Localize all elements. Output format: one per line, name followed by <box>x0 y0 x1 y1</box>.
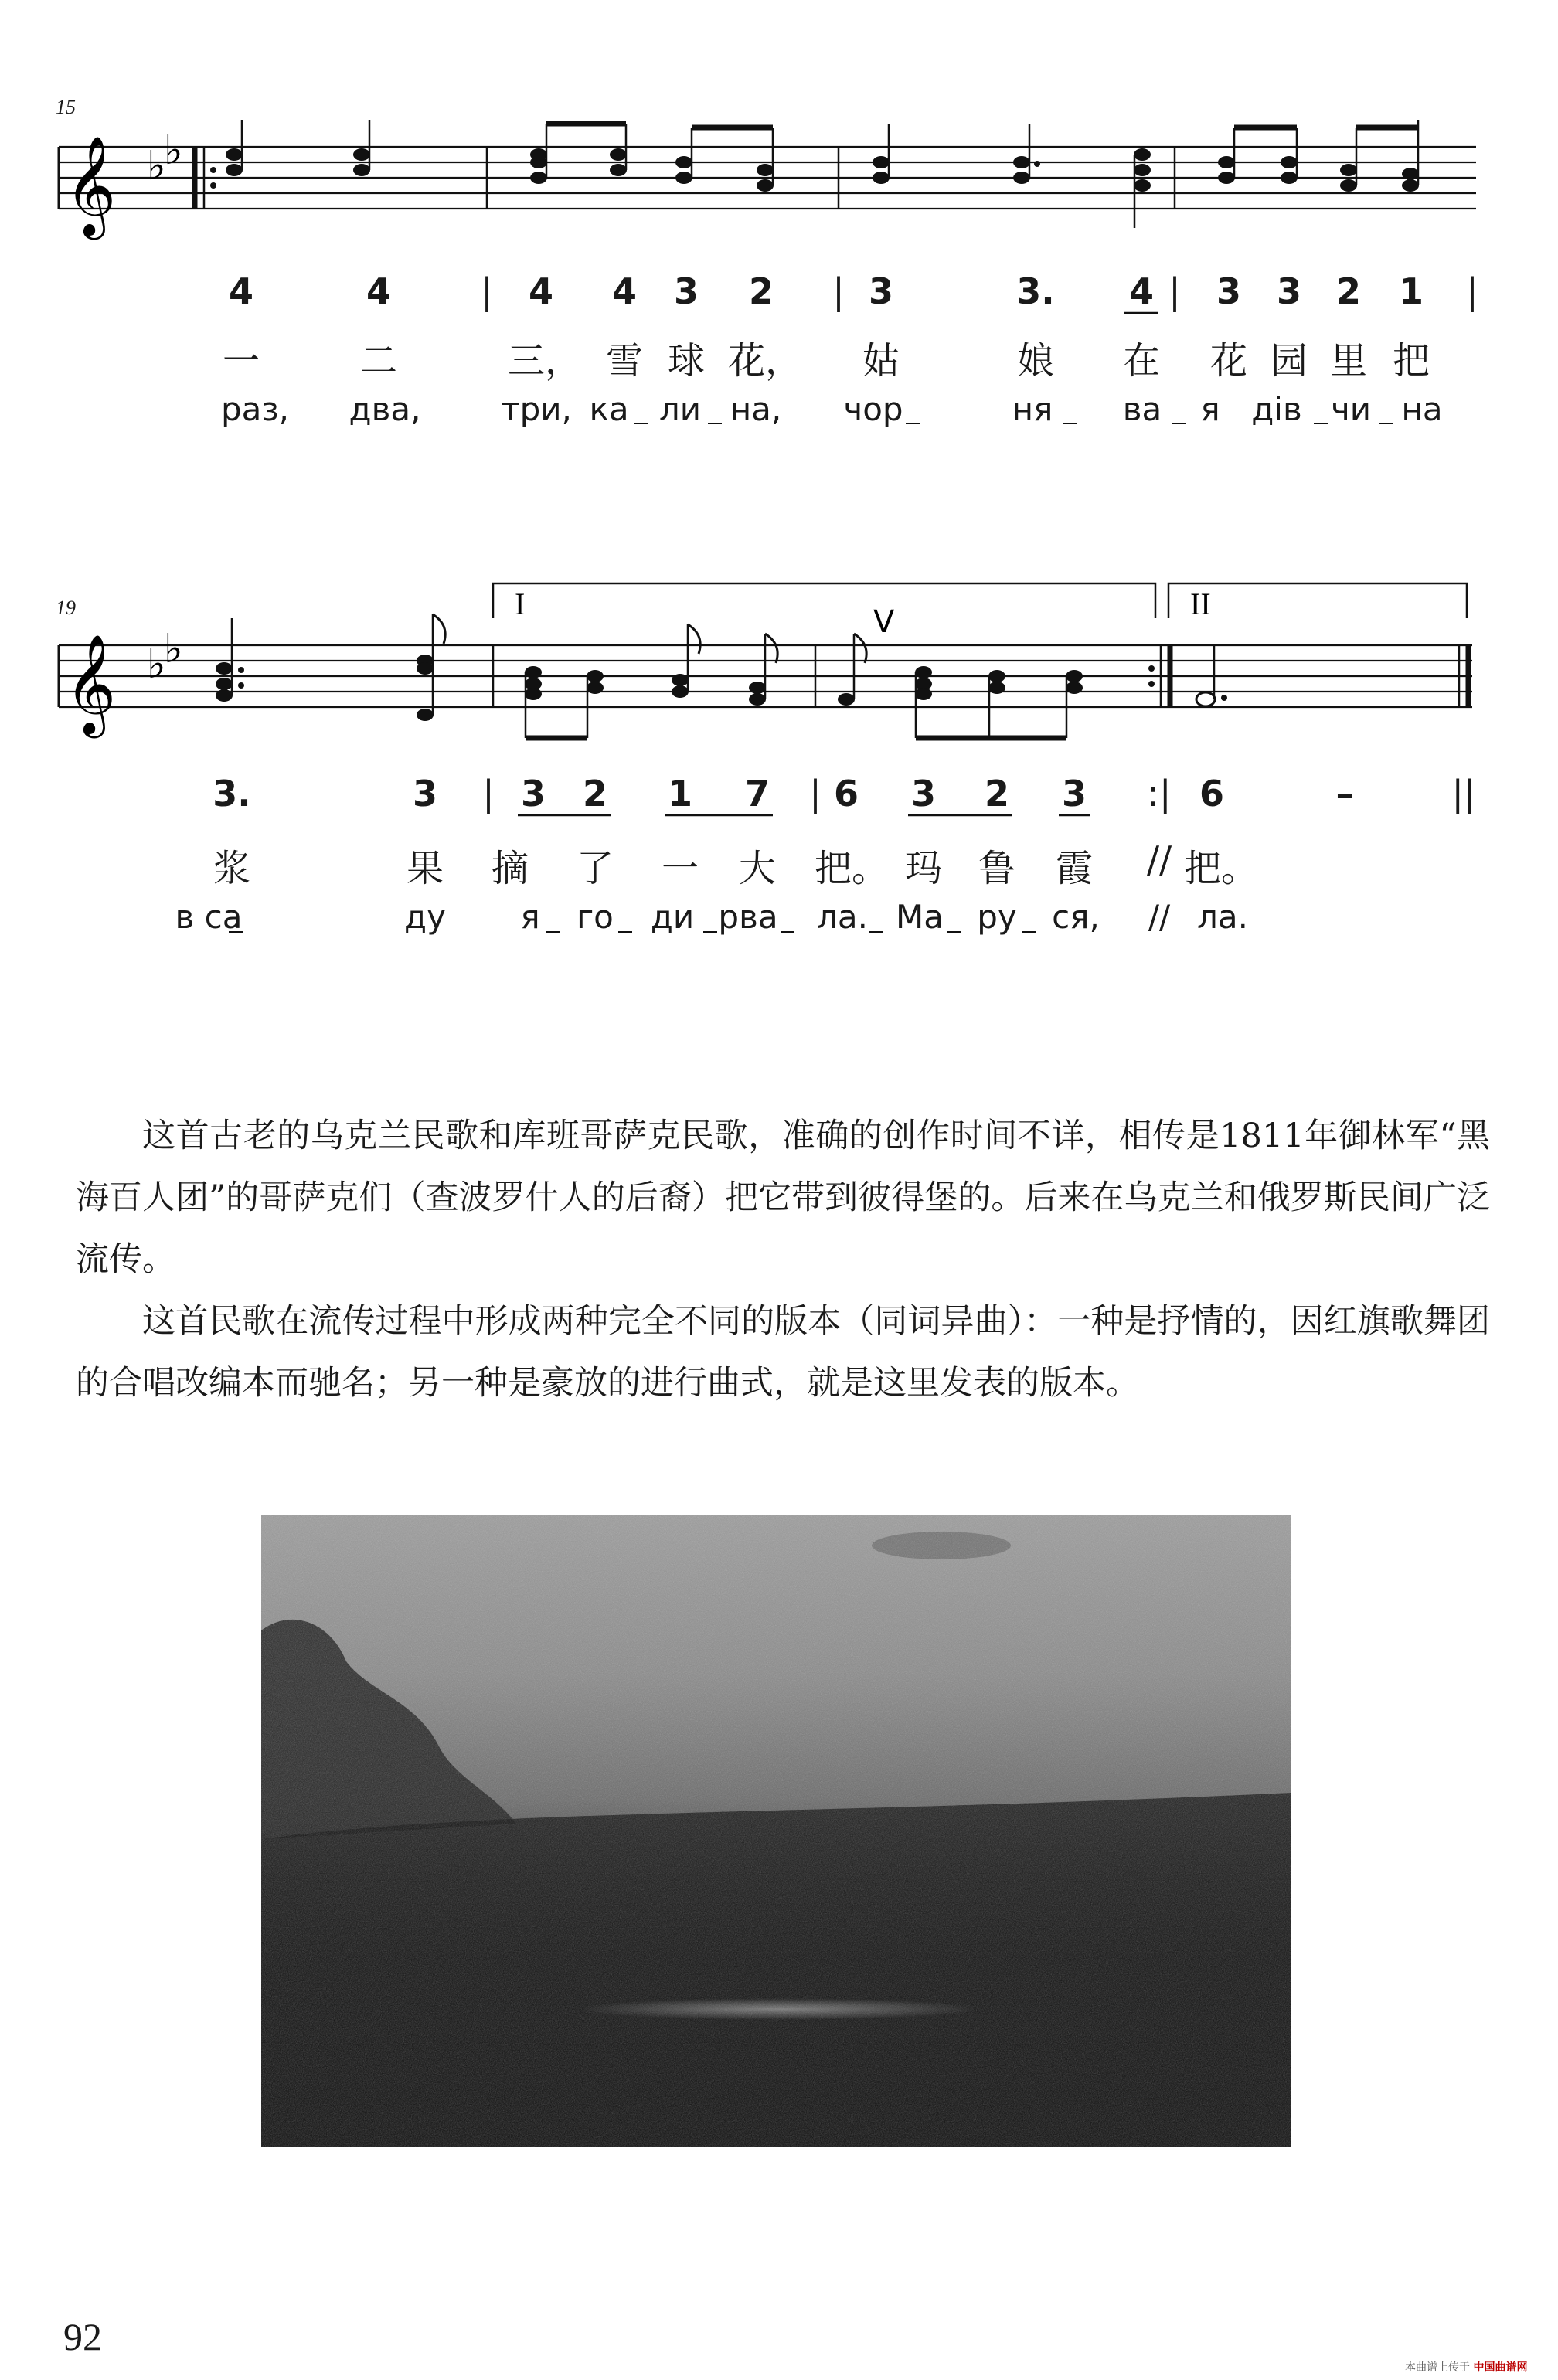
lyric-syllable: дів <box>1251 390 1302 428</box>
jianpu-note: 3 <box>1061 773 1087 814</box>
jianpu-barline: | <box>482 773 495 814</box>
lyric-syllable: ди <box>650 898 695 936</box>
notes-measure-17 <box>873 124 1151 228</box>
footer-credit <box>1405 2359 1527 2375</box>
lyric-syllable: три, <box>501 390 572 428</box>
lyric-syllable: 三， <box>507 339 583 382</box>
lyric-repeat-mark: // <box>1148 898 1171 936</box>
lyric-syllable: 一 <box>661 847 699 890</box>
lyric-syllable: 雪 <box>605 339 644 382</box>
jianpu-note: 6 <box>833 773 859 814</box>
lyrics-chinese-1 <box>0 331 1558 385</box>
treble-clef-icon: 𝄞 <box>65 135 117 236</box>
jianpu-barline: | <box>809 773 822 814</box>
lyrics-chinese-2 <box>0 838 1558 892</box>
lyric-syllable: 球 <box>667 339 706 382</box>
notes-measure-20 <box>525 624 777 738</box>
body-text <box>76 1105 1490 1414</box>
jianpu-note: 3. <box>213 773 251 814</box>
jianpu-note: 3. <box>1016 270 1055 312</box>
lyric-syllable: 姑 <box>862 339 900 382</box>
jianpu-note: 2 <box>582 773 608 814</box>
lyric-syllable: 霞 <box>1055 847 1094 890</box>
lyric-syllable: 花 <box>1209 339 1248 382</box>
measure-number: 15 <box>56 96 76 118</box>
jianpu-note: 4 <box>528 270 554 312</box>
footer-prefix: 本曲谱上传于 <box>1405 2361 1470 2374</box>
jianpu-note: 2 <box>984 773 1010 814</box>
jianpu-note: 2 <box>748 270 774 312</box>
lyric-syllable: ла. <box>1197 898 1248 936</box>
jianpu-dash: – <box>1335 773 1354 814</box>
measure-number: 19 <box>56 597 76 619</box>
lyric-syllable: Ма <box>896 898 944 936</box>
lyric-hyphens-1 <box>0 417 1558 433</box>
lyric-syllable: 浆 <box>213 847 251 890</box>
flat-icon: ♭ <box>164 128 183 174</box>
jianpu-note: 3 <box>1276 270 1302 312</box>
lyric-syllable: я <box>1200 390 1220 428</box>
lyric-syllable: 玛 <box>904 847 943 890</box>
lyric-syllable: го <box>577 898 614 936</box>
lyric-syllable: 二 <box>359 339 398 382</box>
lyric-syllable: на, <box>730 390 782 428</box>
lyric-syllable: 大 <box>738 847 777 890</box>
jianpu-note: 4 <box>366 270 392 312</box>
jianpu-note: 3 <box>868 270 894 312</box>
lyric-syllable: ся, <box>1052 898 1100 936</box>
volta-2-label: II <box>1190 586 1211 621</box>
jianpu-note: 4 <box>1128 270 1155 312</box>
jianpu-note: 2 <box>1335 270 1362 312</box>
page-number: 92 <box>63 2315 102 2358</box>
jianpu-barline: | <box>1466 270 1478 312</box>
lyric-repeat-mark: // <box>1146 838 1172 882</box>
lyric-syllable: рва <box>718 898 778 936</box>
jianpu-note: 4 <box>228 270 254 312</box>
jianpu-note: 3 <box>1216 270 1242 312</box>
lyric-syllable: ва <box>1122 390 1162 428</box>
jianpu-repeat-sign: :| <box>1147 773 1172 814</box>
jianpu-final-barline: || <box>1451 773 1476 814</box>
volta-brackets <box>493 583 1467 618</box>
lyric-syllable: раз, <box>220 390 290 428</box>
lyric-syllable: 花， <box>727 339 803 382</box>
lyric-syllable: 在 <box>1122 339 1161 382</box>
lyric-syllable: ли <box>658 390 702 428</box>
jianpu-note: 1 <box>667 773 693 814</box>
lyric-syllable: 果 <box>406 847 444 890</box>
lyrics-russian-2 <box>0 898 1558 952</box>
lyric-syllable: 把。 <box>814 847 890 890</box>
lyric-syllable: чор <box>843 390 903 428</box>
jianpu-note: 3 <box>910 773 937 814</box>
breath-mark: V <box>873 604 895 640</box>
notes-measure-21 <box>838 634 1083 738</box>
lyric-syllable: в са <box>175 898 243 936</box>
staff-system-2 <box>0 572 1558 773</box>
notes-measure-18 <box>1218 120 1419 192</box>
jianpu-underlines-1 <box>0 309 1558 325</box>
jianpu-note: 3 <box>520 773 546 814</box>
volta-1-label: I <box>515 586 526 621</box>
lyric-hyphens-2 <box>0 926 1558 941</box>
lyric-syllable: 把。 <box>1183 847 1259 890</box>
jianpu-note: 7 <box>744 773 770 814</box>
jianpu-note: 3 <box>412 773 438 814</box>
lyric-syllable: 里 <box>1329 339 1368 382</box>
notes-measure-19 <box>216 614 445 721</box>
jianpu-note: 3 <box>673 270 699 312</box>
notes-measure-15 <box>226 120 370 176</box>
landscape-photo <box>261 1515 1291 2147</box>
paragraph-1: 这首古老的乌克兰民歌和库班哥萨克民歌，准确的创作时间不详，相传是1811年御林军“黑海百人团”的哥萨克们（查波罗什人的后裔）把它带到彼得堡的。后来在乌克兰和俄罗斯民间广泛流传。 <box>76 1117 1490 1279</box>
lyric-syllable: ка <box>589 390 629 428</box>
jianpu-barline: | <box>481 270 493 312</box>
footer-site-name: 中国曲谱网 <box>1473 2361 1528 2374</box>
lyric-syllable: 一 <box>222 339 260 382</box>
lyric-syllable: ла. <box>817 898 868 936</box>
lyric-syllable: я <box>520 898 540 936</box>
lyric-syllable: 鲁 <box>978 847 1016 890</box>
lyric-syllable: ду <box>404 898 446 936</box>
jianpu-barline: | <box>1168 270 1181 312</box>
jianpu-note: 1 <box>1398 270 1424 312</box>
jianpu-underlines-2 <box>0 811 1558 827</box>
paragraph-2: 这首民歌在流传过程中形成两种完全不同的版本（同词异曲）：一种是抒情的，因红旗歌舞团的合唱改编本而驰名；另一种是豪放的进行曲式，就是这里发表的版本。 <box>76 1302 1490 1402</box>
lyric-syllable: 娘 <box>1016 339 1055 382</box>
lyric-syllable: ня <box>1012 390 1053 428</box>
treble-clef-icon: 𝄞 <box>65 634 117 734</box>
notes-measure-16 <box>530 124 774 192</box>
lyric-syllable: ру <box>977 898 1017 936</box>
flat-icon: ♭ <box>147 641 166 688</box>
lyric-syllable: 园 <box>1270 339 1308 382</box>
flat-icon: ♭ <box>147 143 166 189</box>
lyric-syllable: на <box>1401 390 1443 428</box>
lyric-syllable: 摘 <box>491 847 529 890</box>
flat-icon: ♭ <box>164 626 183 672</box>
jianpu-barline: | <box>832 270 845 312</box>
jianpu-note: 4 <box>611 270 638 312</box>
lyric-syllable: 了 <box>576 847 614 890</box>
lyric-syllable: чи <box>1330 390 1372 428</box>
lyric-syllable: два, <box>349 390 421 428</box>
jianpu-note: 6 <box>1199 773 1225 814</box>
staff-system-1 <box>0 0 1558 255</box>
lyric-syllable: 把 <box>1392 339 1430 382</box>
